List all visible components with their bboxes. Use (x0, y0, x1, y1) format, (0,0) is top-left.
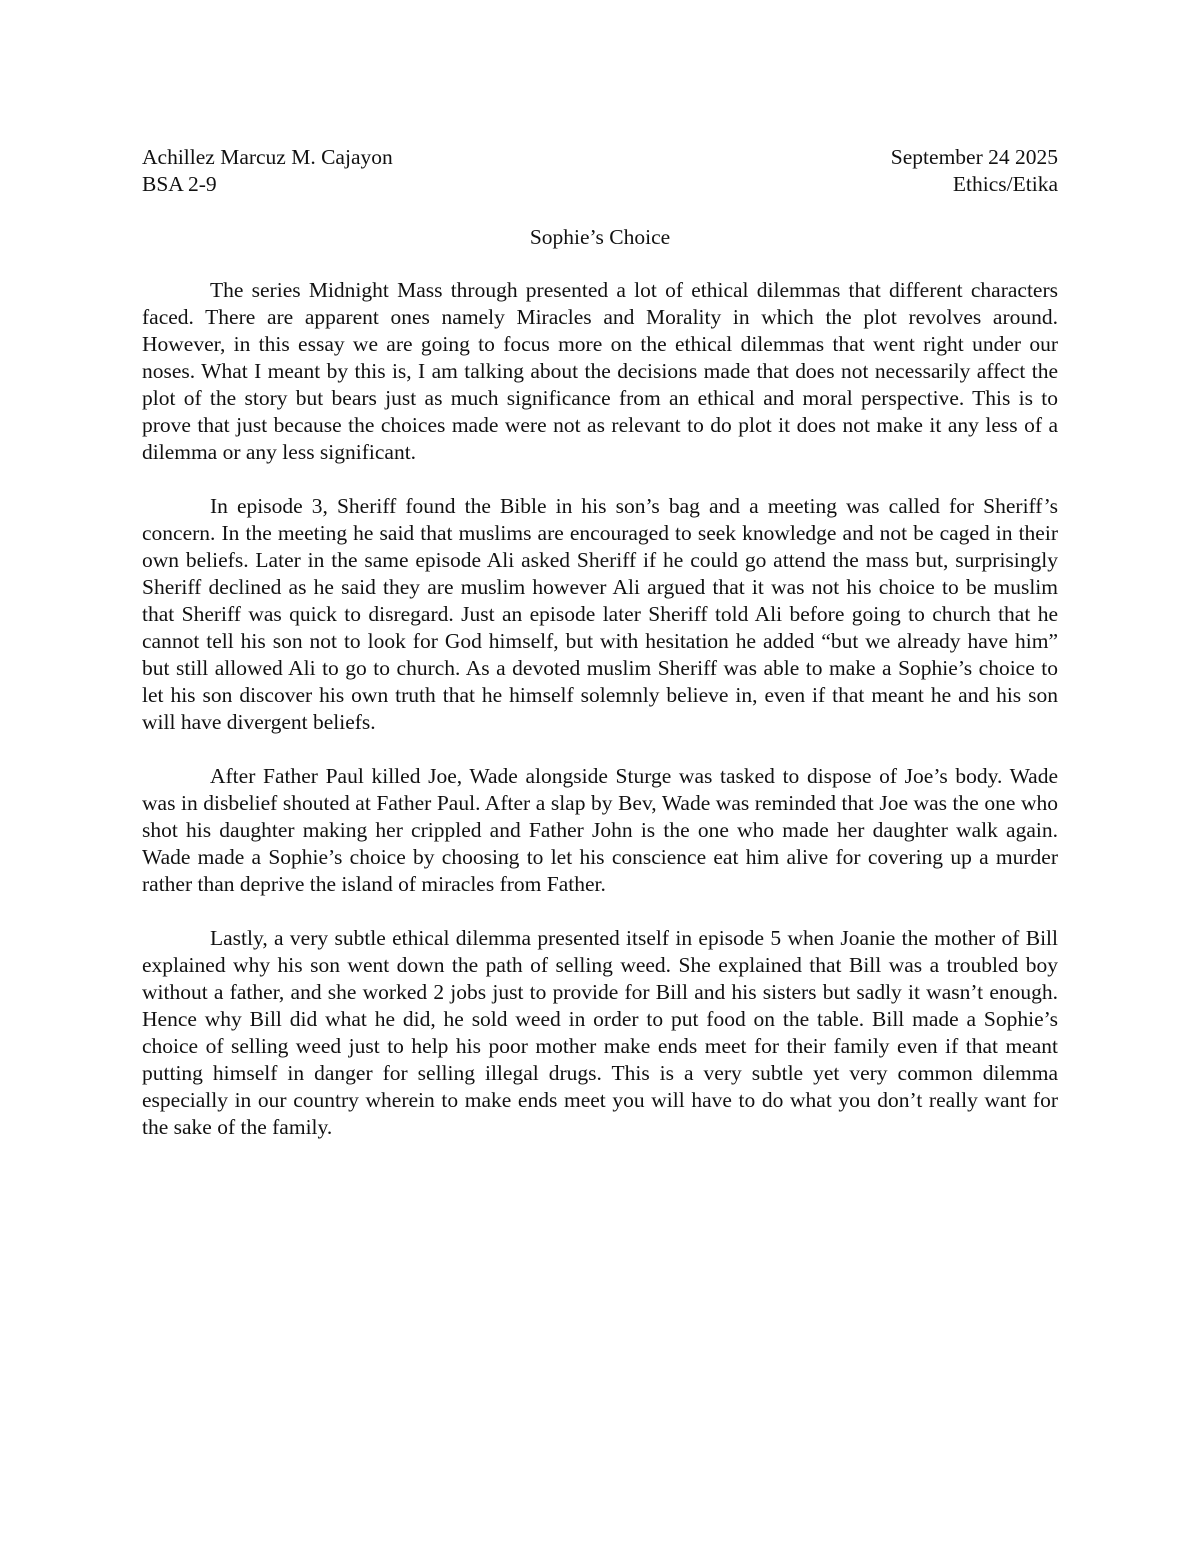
author-name: Achillez Marcuz M. Cajayon (142, 145, 393, 169)
course-subject: Ethics/Etika (952, 172, 1058, 196)
header-row-2 (142, 171, 1058, 198)
essay-title: Sophie’s Choice (529, 225, 671, 249)
paragraph-intro: The series Midnight Mass through presented a lot of ethical dilemmas that different characters faced. There are apparent ones namely Miracles and Morality in which the plot revolves around. However, in this essay we are going to focus more on the ethical dilemmas that went right under our noses. What I meant by this is, I am talking about the decisions made that does not necessarily affect the plot of the story but bears just as much significance from an ethical and moral perspective. This is to prove that just because the choices made were not as relevant to do plot it does not make it any less of a dilemma or any less significant. (142, 278, 1058, 464)
paragraph-wade: After Father Paul killed Joe, Wade alongside Sturge was tasked to dispose of Joe’s body. Wade was in disbelief shouted at Father Paul. After a slap by Bev, Wade was reminded that Joe was the one who shot his daughter making her crippled and Father John is the one who made her daughter walk again. Wade made a Sophie’s choice by choosing to let his conscience eat him alive for covering up a murder rather than deprive the island of miracles from Father. (142, 764, 1058, 896)
course-section: BSA 2-9 (142, 172, 217, 196)
paragraph-sheriff: In episode 3, Sheriff found the Bible in his son’s bag and a meeting was called for Sheriff’s concern. In the meeting he said that muslims are encouraged to seek knowledge and not be caged in their own beliefs. Later in the same episode Ali asked Sheriff if he could go attend the mass but, surprisingly Sheriff declined as he said they are muslim however Ali argued that it was not his choice to be muslim that Sheriff was quick to disregard. Just an episode later Sheriff told Ali before going to church that he cannot tell his son not to look for God himself, but with hesitation he added “but we already have him” but still allowed Ali to go to church. As a devoted muslim Sheriff was able to make a Sophie’s choice to let his son discover his own truth that he himself solemnly believe in, even if that meant he and his son will have divergent beliefs. (142, 494, 1058, 734)
paragraph-bill: Lastly, a very subtle ethical dilemma presented itself in episode 5 when Joanie the mother of Bill explained why his son went down the path of selling weed. She explained that Bill was a troubled boy without a father, and she worked 2 jobs just to provide for Bill and his sisters but sadly it wasn’t enough. Hence why Bill did what he did, he sold weed in order to put food on the table. Bill made a Sophie’s choice of selling weed just to help his poor mother make ends meet for their family even if that meant putting himself in danger for selling illegal drugs. This is a very subtle yet very common dilemma especially in our country wherein to make ends meet you will have to do what you don’t really want for the sake of the family. (142, 926, 1058, 1139)
submission-date: September 24 2025 (890, 145, 1058, 169)
document-body (142, 144, 1058, 1141)
header-row-1 (142, 144, 1058, 171)
